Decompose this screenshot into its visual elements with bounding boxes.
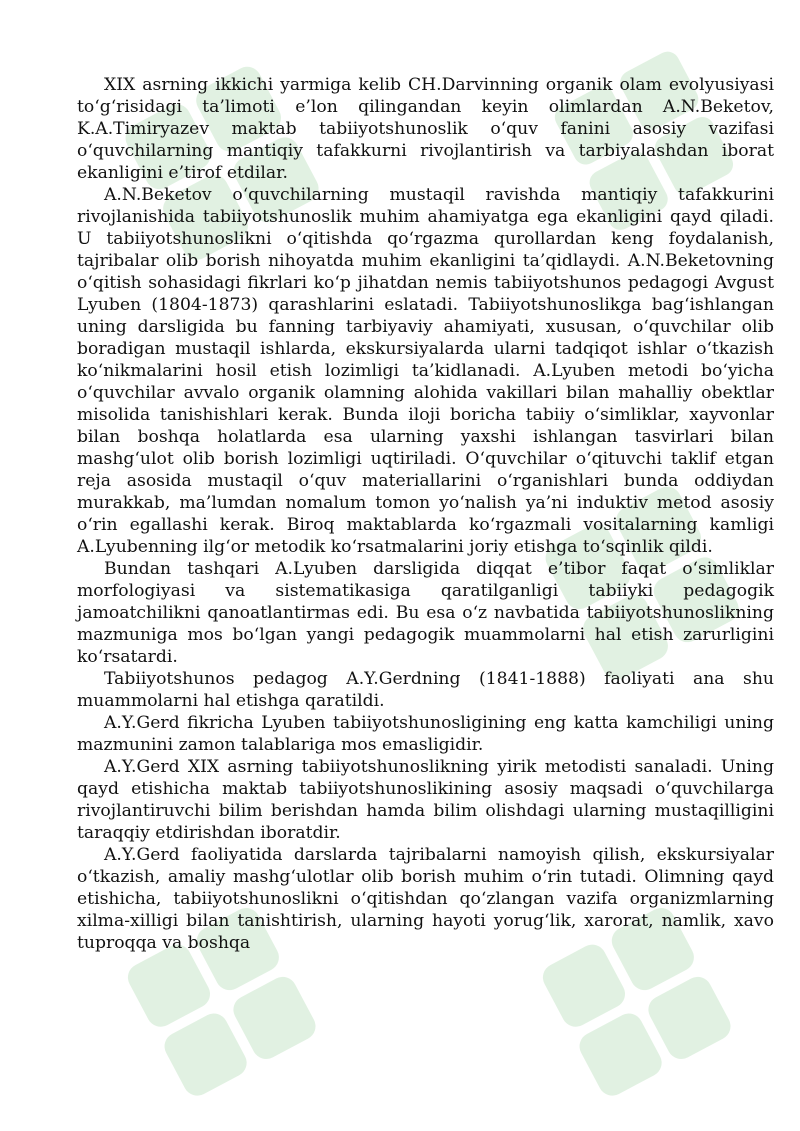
paragraph-7: A.Y.Gerd faoliyatida darslarda tajribalarni namoyish qilish, ekskursiyalar o‘tkazish, amaliy mashg‘ulotlar olib borish muhim o‘rin tutadi. Olimning qayd etishicha, tabiiyotshunoslikni o‘qitishdan qo‘zlangan vazifa organizmlarning xilma-xilligi bilan tanishtirish, ularning hayoti yorug‘lik, xarorat, namlik, xavo tuproqqa va boshqa <box>77 845 774 953</box>
paragraph-2: A.N.Beketov o‘quvchilarning mustaqil ravishda mantiqiy tafakkurini rivojlanishida tabiiyotshunoslik muhim ahamiyatga ega ekanligini qayd qiladi. U tabiiyotshunoslikni o‘qitishda qo‘rgazma qurollardan keng foydalanish, tajribalar olib borish nihoyatda muhim ekanligini ta’qidlaydi. A.N.Beketovning o‘qitish sohasidagi fikrlari ko‘p jihatdan nemis tabiiyotshunos pedagogi Avgust Lyuben (1804-1873) qarashlarini eslatadi. Tabiiyotshunoslikga bag‘ishlangan uning darsligida bu fanning tarbiyaviy ahamiyati, xususan, o‘quvchilar olib boradigan mustaqil ishlarda, ekskursiyalarda ularni tadqiqot ishlar o‘tkazish ko‘nikmalarini hosil etish lozimligi ta’kidlanadi. A.Lyuben metodi bo‘yicha o‘quvchilar avvalo organik olamning alohida vakillari bilan mahalliy obektlar misolida tanishishlari kerak. Bunda iloji boricha tabiiy o‘simliklar, xayvonlar bilan boshqa holatlarda esa ularning yaxshi ishlangan tasvirlari bilan mashg‘ulot olib borish lozimligi uqtiriladi. O‘quvchilar o‘qituvchi taklif etgan reja asosida mustaqil o‘quv materiallarini o‘rganishlari bunda oddiydan murakkab, ma’lumdan nomalum tomon yo‘nalish ya’ni induktiv metod asosiy o‘rin egallashi kerak. Biroq maktablarda ko‘rgazmali vositalarning kamligi A.Lyubenning ilg‘or metodik ko‘rsatmalarini joriy etishga to‘sqinlik qildi. <box>77 185 774 557</box>
paragraph-3: Bundan tashqari A.Lyuben darsligida diqqat e’tibor faqat o‘simliklar morfologiyasi va sistematikasiga qaratilganligi tabiiyki pedagogik jamoatchilikni qanoatlantirmas edi. Bu esa o‘z navbatida tabiiyotshunoslikning mazmuniga mos bo‘lgan yangi pedagogik muammolarni hal etish zarurligini ko‘rsatardi. <box>77 559 774 667</box>
paragraph-1: XIX asrning ikkichi yarmiga kelib CH.Darvinning organik olam evolyusiyasi to‘g‘risidagi ta’limoti e’lon qilingandan keyin olimlardan A.N.Beketov, K.A.Timiryazev maktab tabiiyotshunoslik o‘quv fanini asosiy vazifasi o‘quvchilarning mantiqiy tafakkurni rivojlantirish va tarbiyalashdan iborat ekanligini e’tirof etdilar. <box>77 75 774 183</box>
paragraph-4: Tabiiyotshunos pedagog A.Y.Gerdning (1841-1888) faoliyati ana shu muammolarni hal etishga qaratildi. <box>77 669 774 711</box>
paragraph-6: A.Y.Gerd XIX asrning tabiiyotshunoslikning yirik metodisti sanaladi. Uning qayd etishicha maktab tabiiyotshunoslikining asosiy maqsadi o‘quvchilarga rivojlantiruvchi bilim berishdan hamda bilim olishdagi ularning mustaqilligini taraqqiy etdirishdan iboratdir. <box>77 757 774 843</box>
paragraph-5: A.Y.Gerd fikricha Lyuben tabiiyotshunosligining eng katta kamchiligi uning mazmunini zamon talablariga mos emasligidir. <box>77 713 774 755</box>
document-body <box>77 74 774 954</box>
